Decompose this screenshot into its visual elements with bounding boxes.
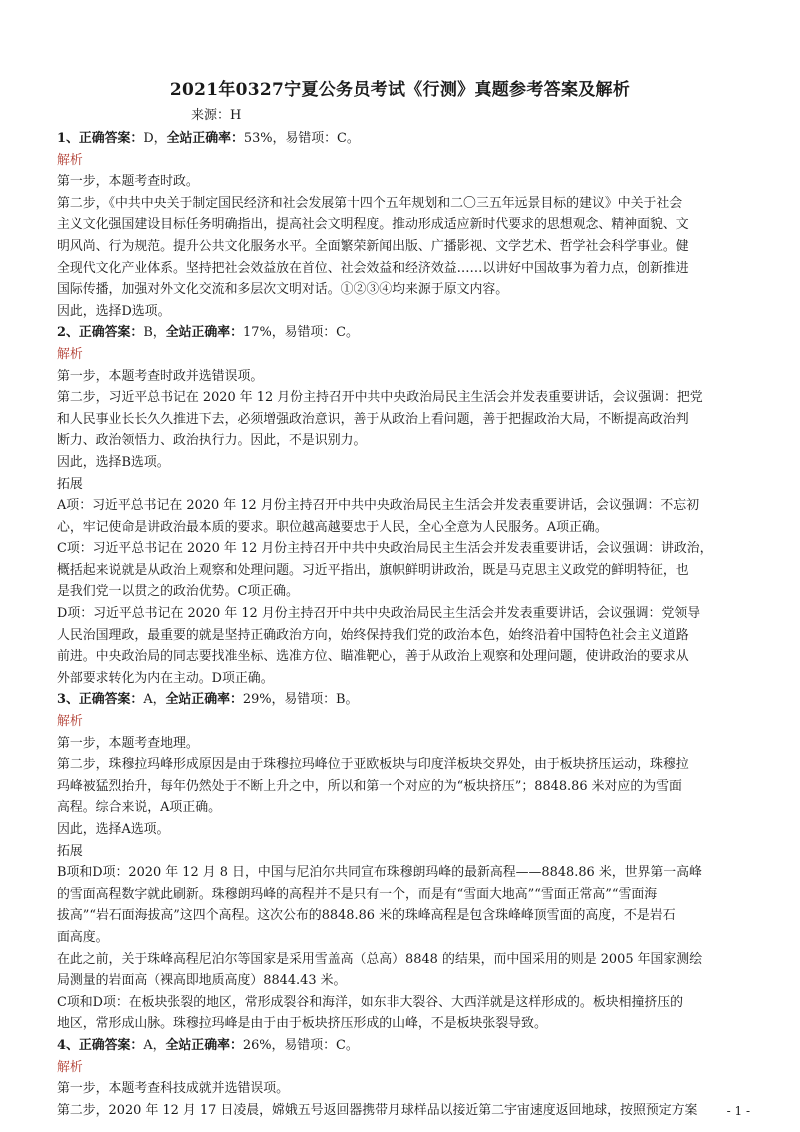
question-block bbox=[57, 689, 750, 1035]
extension-line: C项：习近平总书记在 2020 年 12 月份主持召开中共中央政治局民主生活会并发表重要讲话，会议强调：讲政治， bbox=[57, 541, 713, 557]
rate-value: 26%，易错项：C。 bbox=[242, 1037, 359, 1053]
analysis-line: 因此，选择D选项。 bbox=[57, 303, 171, 319]
analysis-line: 主义文化强国建设目标任务明确指出，提高社会文明程度。推动形成适应新时代要求的思想观念、精神面貌、文 bbox=[57, 217, 689, 233]
page-title: 2021年0327宁夏公务员考试《行测》真题参考答案及解析 bbox=[169, 80, 631, 100]
extension-label: 拓展 bbox=[57, 476, 83, 492]
extension-line: 的雪面高程数字就此刷新。珠穆朗玛峰的高程并不是只有一个，而是有“雪面大地高”“雪面正常高”“雪面海 bbox=[57, 886, 658, 902]
answer-label: 4、正确答案： bbox=[57, 1037, 144, 1053]
analysis-line: 第二步，《中共中央关于制定国民经济和社会发展第十四个五年规划和二〇三五年远景目标的建议》中关于社会 bbox=[57, 195, 683, 211]
rate-value: 17%，易错项：C。 bbox=[243, 325, 359, 341]
answer-value: A， bbox=[143, 692, 166, 708]
answer-value: B， bbox=[143, 325, 166, 341]
question-block bbox=[57, 322, 750, 689]
extension-line: 面高度。 bbox=[57, 929, 109, 945]
analysis-line: 全现代文化产业体系。坚持把社会效益放在首位、社会效益和经济效益……以讲好中国故事为着力点，创新推进 bbox=[57, 260, 689, 276]
rate-value: 53%，易错项：C。 bbox=[243, 131, 360, 146]
extension-line: 在此之前，关于珠峰高程尼泊尔等国家是采用雪盖高（总高）8848 的结果，而中国采用的则是 2005 年国家测绘 bbox=[57, 951, 703, 967]
extension-line: 前进。中央政治局的同志要找准坐标、选准方位、瞄准靶心，善于从政治上观察和处理问题，使讲政治的要求从 bbox=[57, 649, 689, 665]
analysis-label: 解析 bbox=[57, 152, 83, 168]
answer-value: D， bbox=[143, 131, 167, 146]
extension-line: A项：习近平总书记在 2020 年 12 月份主持召开中共中央政治局民主生活会并发表重要讲话，会议强调：不忘初 bbox=[57, 498, 700, 514]
analysis-line: 国际传播，加强对外文化交流和多层次文明对话。①②③④均来源于原文内容。 bbox=[57, 282, 509, 298]
extension-label: 拓展 bbox=[57, 843, 83, 859]
extension-line: 概括起来说就是从政治上观察和处理问题。习近平指出，旗帜鲜明讲政治，既是马克思主义政党的鲜明特征，也 bbox=[57, 562, 689, 578]
answer-line bbox=[57, 322, 750, 344]
extension-line: 心，牢记使命是讲政治最本质的要求。职位越高越要忠于人民，全心全意为人民服务。A项正确。 bbox=[57, 519, 608, 535]
analysis-line: 第二步，2020 年 12 月 17 日凌晨，嫦娥五号返回器携带月球样品以接近第二宇宙速度返回地球，按照预定方案 bbox=[57, 1102, 698, 1118]
analysis-line: 玛峰被猛烈抬升，每年仍然处于不断上升之中，所以和第一个对应的为“板块挤压”；8848.86 米对应的为雪面 bbox=[57, 778, 682, 794]
analysis-line: 第二步，珠穆拉玛峰形成原因是由于珠穆拉玛峰位于亚欧板块与印度洋板块交界处，由于板块挤压运动，珠穆拉 bbox=[57, 757, 689, 773]
rate-label: 全站正确率： bbox=[165, 325, 244, 341]
answer-line bbox=[57, 128, 750, 150]
analysis-label: 解析 bbox=[57, 1059, 83, 1075]
extension-line: C项和D项：在板块张裂的地区，常形成裂谷和海洋，如东非大裂谷、大西洋就是这样形成的。板块相撞挤压的 bbox=[57, 994, 684, 1010]
extension-line: 地区，常形成山脉。珠穆拉玛峰是由于由于板块挤压形成的山峰，不是板块张裂导致。 bbox=[57, 1016, 547, 1032]
analysis-line: 第一步，本题考查科技成就并选错误项。 bbox=[57, 1081, 290, 1097]
analysis-label: 解析 bbox=[57, 714, 83, 730]
extension-line: 局测量的岩面高（裸高即地质高度）8844.43 米。 bbox=[57, 973, 347, 989]
extension-line: 外部要求转化为内在主动。D项正确。 bbox=[57, 670, 274, 686]
document-body bbox=[57, 128, 750, 1121]
analysis-line: 明风尚、行为规范。提升公共文化服务水平。全面繁荣新闻出版、广播影视、文学艺术、哲学社会科学事业。健 bbox=[57, 238, 689, 254]
analysis-line: 和人民事业长长久久推进下去，必须增强政治意识，善于从政治上看问题，善于把握政治大局，不断提高政治判 bbox=[57, 411, 689, 427]
extension-line: D项：习近平总书记在 2020 年 12 月份主持召开中共中央政治局民主生活会并发表重要讲话，会议强调：党领导 bbox=[57, 606, 701, 622]
answer-line bbox=[57, 1035, 750, 1057]
analysis-line: 因此，选择B选项。 bbox=[57, 454, 170, 470]
analysis-label: 解析 bbox=[57, 346, 83, 362]
extension-line: B项和D项：2020 年 12 月 8 日，中国与尼泊尔共同宣布珠穆朗玛峰的最新高程——8848.86 米，世界第一高峰 bbox=[57, 865, 702, 881]
analysis-line: 第一步，本题考查时政并选错误项。 bbox=[57, 368, 264, 384]
answer-value: A， bbox=[143, 1037, 166, 1053]
page-number: - 1 - bbox=[726, 1104, 750, 1118]
answer-label: 2、正确答案： bbox=[57, 325, 144, 341]
analysis-line: 第一步，本题考查地理。 bbox=[57, 735, 199, 751]
extension-line: 拔高”“岩石面海拔高”这四个高程。这次公布的8848.86 米的珠峰高程是包含珠峰峰顶雪面的高度，不是岩石 bbox=[57, 908, 676, 924]
answer-label: 3、正确答案： bbox=[57, 692, 144, 708]
source-line: 来源：H bbox=[191, 108, 242, 123]
analysis-line: 因此，选择A选项。 bbox=[57, 822, 170, 837]
rate-label: 全站正确率： bbox=[166, 131, 244, 146]
analysis-line: 第一步，本题考查时政。 bbox=[57, 174, 199, 190]
answer-line bbox=[57, 689, 750, 711]
rate-label: 全站正确率： bbox=[165, 1037, 243, 1053]
analysis-line: 断力、政治领悟力、政治执行力。因此，不是识别力。 bbox=[57, 433, 367, 449]
extension-line: 是我们党一以贯之的政治优势。C项正确。 bbox=[57, 584, 299, 600]
question-block bbox=[57, 128, 750, 322]
answer-label: 1、正确答案： bbox=[57, 131, 144, 146]
analysis-line: 第二步，习近平总书记在 2020 年 12 月份主持召开中共中央政治局民主生活会并发表重要讲话，会议强调：把党 bbox=[57, 390, 703, 406]
rate-value: 29%，易错项：B。 bbox=[242, 692, 359, 708]
extension-line: 人民治国理政，最重要的就是坚持正确政治方向，始终保持我们党的政治本色，始终沿着中国特色社会主义道路 bbox=[57, 627, 689, 643]
question-block bbox=[57, 1035, 750, 1121]
rate-label: 全站正确率： bbox=[165, 692, 243, 708]
analysis-line: 高程。综合来说，A项正确。 bbox=[57, 800, 221, 816]
